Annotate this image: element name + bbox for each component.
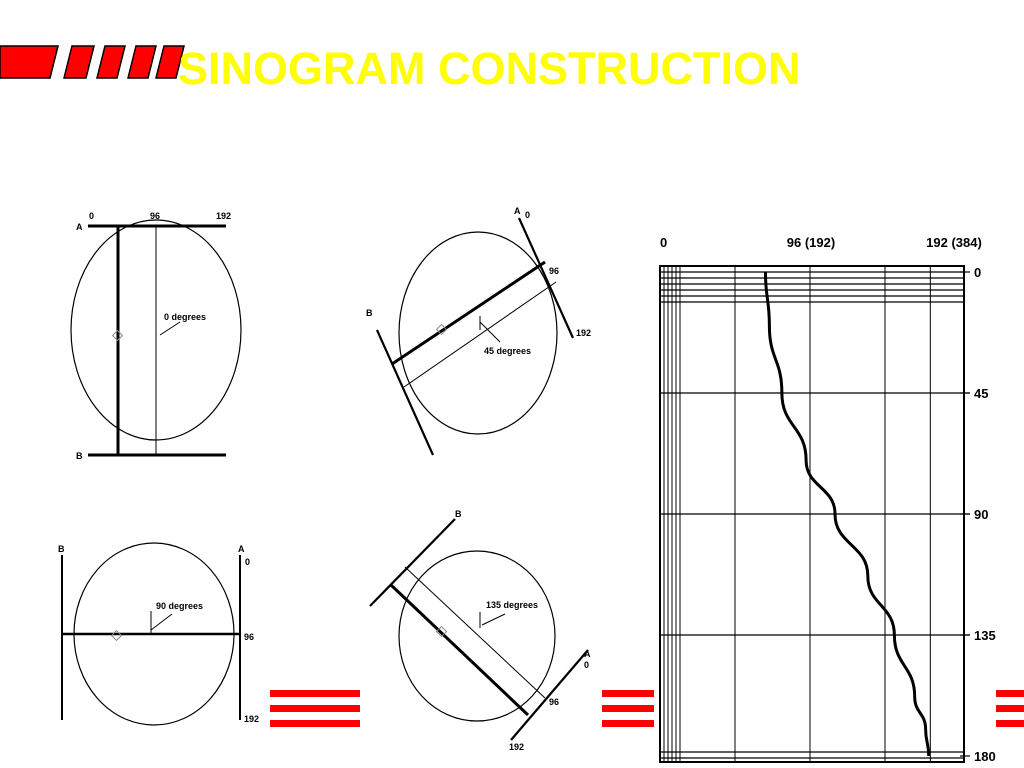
p45-b-label: B bbox=[366, 308, 373, 318]
p135-end-label: 192 bbox=[509, 742, 525, 752]
p90-start-label: 0 bbox=[245, 557, 251, 567]
panel-0-degrees bbox=[71, 211, 241, 461]
p90-b-label: B bbox=[58, 544, 65, 554]
p90-a-label: A bbox=[238, 544, 245, 554]
object-ellipse bbox=[399, 551, 555, 721]
sinogram-x-tick-label: 96 (192) bbox=[786, 235, 836, 250]
sinogram-y-tick-label: 45 bbox=[974, 386, 989, 401]
panel-90-degrees bbox=[58, 543, 259, 725]
center-line bbox=[404, 282, 556, 387]
sinogram-y-tick-label: 0 bbox=[974, 265, 982, 280]
detector-b bbox=[377, 330, 433, 455]
p90-angle-label: 90 degrees bbox=[156, 601, 204, 611]
p135-a-label: A bbox=[584, 649, 591, 659]
sinogram-x-tick-labels bbox=[660, 235, 982, 250]
p0-angle-label: 0 degrees bbox=[164, 312, 207, 322]
sinogram-x-tick-label: 192 (384) bbox=[926, 235, 982, 250]
sinogram-horizontal-gridlines bbox=[660, 266, 970, 758]
panel-135-degrees bbox=[370, 509, 591, 752]
sinogram-x-tick-label: 0 bbox=[660, 235, 668, 250]
p0-b-label: B bbox=[76, 451, 83, 461]
sinogram-y-tick-label: 180 bbox=[974, 749, 996, 764]
red-stripes-right bbox=[996, 690, 1024, 727]
p45-mid-label: 96 bbox=[549, 266, 560, 276]
detector-b bbox=[370, 519, 455, 606]
p135-b-label: B bbox=[455, 509, 462, 519]
p90-end-label: 192 bbox=[244, 714, 260, 724]
p135-mid-label: 96 bbox=[549, 697, 560, 707]
point-source-icon bbox=[112, 631, 122, 641]
detector-a bbox=[519, 218, 573, 338]
red-stripes-middle bbox=[602, 690, 654, 727]
p45-end-label: 192 bbox=[576, 328, 592, 338]
object-ellipse bbox=[399, 232, 560, 434]
page-title: SINOGRAM CONSTRUCTION bbox=[178, 43, 801, 94]
p0-a-label: A bbox=[76, 222, 83, 232]
top-left-red-bars bbox=[0, 46, 184, 78]
red-stripes-left bbox=[270, 690, 360, 727]
p135-angle-label: 135 degrees bbox=[486, 600, 539, 610]
p45-start-label: 0 bbox=[525, 210, 531, 220]
detector-a bbox=[511, 650, 588, 740]
p0-start-label: 0 bbox=[89, 211, 95, 221]
p90-mid-label: 96 bbox=[244, 632, 255, 642]
angle-pointer bbox=[151, 614, 172, 630]
panel-45-degrees bbox=[366, 206, 591, 455]
p45-a-label: A bbox=[514, 206, 521, 216]
p45-angle-label: 45 degrees bbox=[484, 346, 532, 356]
center-line bbox=[405, 567, 545, 698]
sinogram-chart bbox=[660, 235, 996, 764]
p135-start-label: 0 bbox=[584, 660, 590, 670]
sinogram-y-tick-label: 90 bbox=[974, 507, 989, 522]
sinogram-y-tick-labels bbox=[960, 265, 996, 764]
p0-mid-label: 96 bbox=[150, 211, 161, 221]
angle-pointer bbox=[482, 614, 505, 625]
p0-end-label: 192 bbox=[216, 211, 232, 221]
sinogram-y-tick-label: 135 bbox=[974, 628, 996, 643]
angle-pointer bbox=[160, 322, 180, 335]
